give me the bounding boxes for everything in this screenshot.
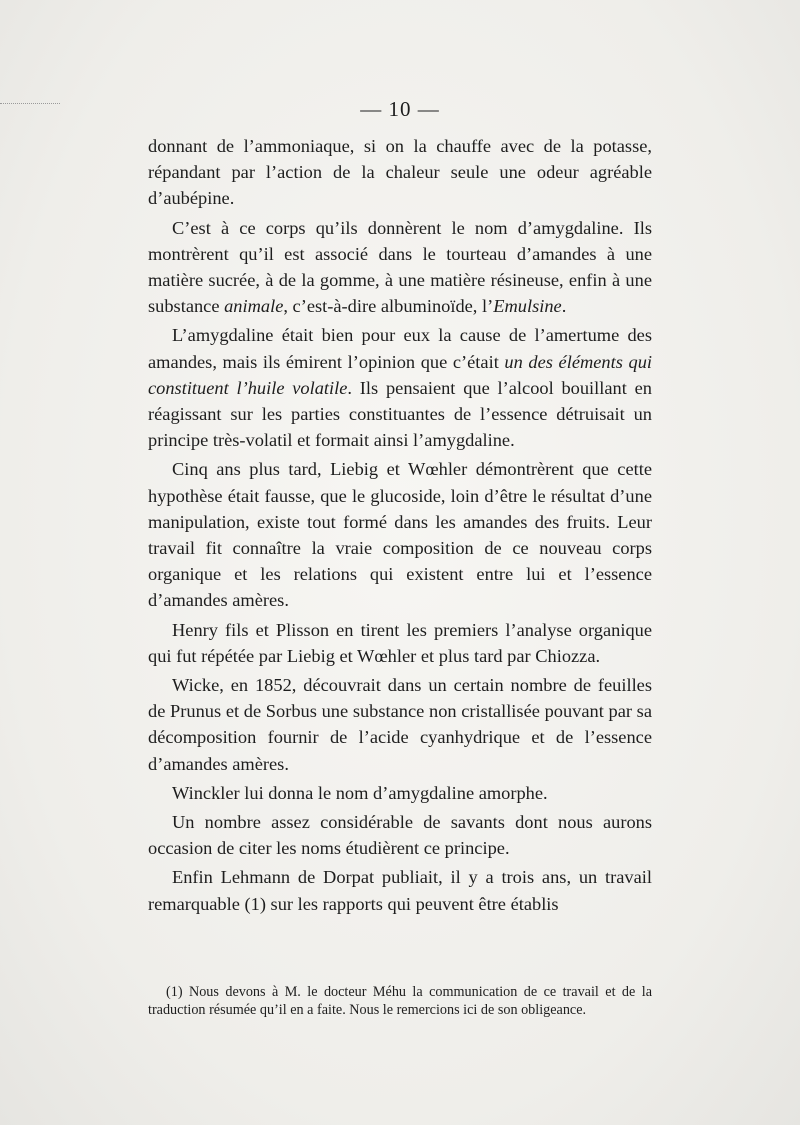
paragraph-8 <box>148 809 652 861</box>
text-segment: . Ils pensaient que l’alcool bouillant en réagissant sur les parties constituantes de l’essence détruisait un principe très-volatil et formait ainsi l’amygdaline. <box>148 377 652 451</box>
text-segment: Cinq ans plus tard, Liebig et Wœhler démontrèrent que cette hypothèse était fausse, que le glucoside, loin d’être le résultat d’une manipulation, existe tout formé dans les amandes des fruits. Leur travail fit connaître la vraie composition de ce nouveau corps organique et les relations qui existent entre lui et l’essence d’amandes amères. <box>148 459 652 611</box>
paragraph-3 <box>148 322 652 453</box>
text-segment: C’est à ce corps qu’ils donnèrent le nom d’amygdaline. Ils montrèrent qu’il est associé dans le tourteau d’amandes à une matière sucrée, à de la gomme, à une matière résineuse, enfin à une substance <box>148 217 652 317</box>
paragraph-7 <box>148 780 652 806</box>
paragraph-1 <box>148 133 652 212</box>
text-segment: . <box>561 296 567 317</box>
text-segment: Wicke, en 1852, découvrait dans un certain nombre de feuilles de Prunus et de Sorbus une substance non cristallisée pouvant par sa décomposition fournir de l’acide cyanhydrique et de l’essence d’amandes amères. <box>148 675 652 774</box>
paragraph-4 <box>148 456 652 613</box>
text-segment: Henry fils et Plisson en tirent les premiers l’analyse organique qui fut répétée par Liebig et Wœhler et plus tard par Chiozza. <box>148 619 652 666</box>
italic-text: animale <box>224 296 284 317</box>
text-segment: donnant de l’ammoniaque, si on la chauffe avec de la potasse, répandant par l’action de la chaleur seule une odeur agréable d’aubépine. <box>148 136 652 209</box>
footnote: (1) Nous devons à M. le docteur Méhu la communication de ce travail et de la traduction résumée qu’il en a faite. Nous le remercions ici de son obligeance. <box>148 984 652 1018</box>
paragraph-9 <box>148 864 652 916</box>
paragraph-2 <box>148 215 652 320</box>
text-segment: , c’est-à-dire albuminoïde, l’ <box>283 296 494 317</box>
italic-text: un des éléments qui constituent l’huile volatile <box>148 351 652 398</box>
text-segment: Un nombre assez considérable de savants dont nous aurons occasion de citer les noms étudièrent ce principe. <box>148 812 652 859</box>
paragraph-5 <box>148 617 652 669</box>
page-number: — 10 — <box>360 97 440 121</box>
paragraph-6 <box>148 672 652 777</box>
text-segment: L’amygdaline était bien pour eux la cause de l’amertume des amandes, mais ils émirent l’opinion que c’était <box>148 325 652 372</box>
text-segment: Winckler lui donna le nom d’amygdaline amorphe. <box>172 782 548 803</box>
text-segment: Enfin Lehmann de Dorpat publiait, il y a trois ans, un travail remarquable (1) sur les rapports qui peuvent être établis <box>148 867 652 914</box>
italic-text: Emulsine <box>493 296 562 317</box>
body-text <box>148 133 652 917</box>
